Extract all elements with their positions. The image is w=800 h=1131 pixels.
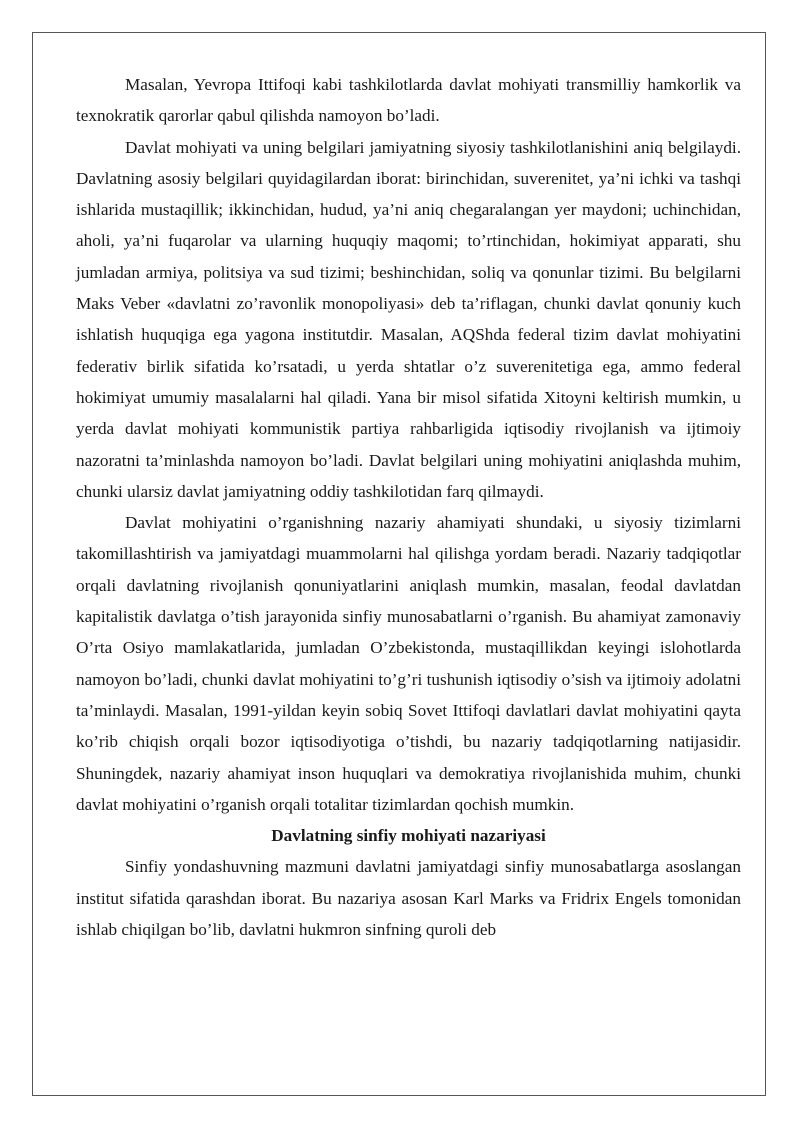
document-body	[76, 69, 741, 945]
paragraph: Sinfiy yondashuvning mazmuni davlatni jamiyatdagi sinfiy munosabatlarga asoslangan institut sifatida qarashdan iborat. Bu nazariya asosan Karl Marks va Fridrix Engels tomonidan ishlab chiqilgan bo’lib, davlatni hukmron sinfning quroli deb	[76, 857, 741, 940]
paragraph: Davlat mohiyati va uning belgilari jamiyatning siyosiy tashkilotlanishini aniq belgilaydi. Davlatning asosiy belgilari quyidagilardan iborat: birinchidan, suverenitet, ya’ni ichki va tashqi ishlarida mustaqillik; ikkinchidan, hudud, ya’ni aniq chegaralangan yer maydoni; uchinchidan, aholi, ya’ni fuqarolar va ularning huquqiy maqomi; to’rtinchidan, hokimiyat apparati, shu jumladan armiya, politsiya va sud tizimi; beshinchidan, soliq va qonunlar tizimi. Bu belgilarni Maks Veber «davlatni zo’ravonlik monopoliyasi» deb ta’riflagan, chunki davlat qonuniy kuch ishlatish huquqiga ega yagona institutdir. Masalan, AQShda federal tizim davlat mohiyatini federativ birlik sifatida ko’rsatadi, u yerda shtatlar o’z suverenitetiga ega, ammo federal hokimiyat umumiy masalalarni hal qiladi. Yana bir misol sifatida Xitoyni keltirish mumkin, u yerda davlat mohiyati kommunistik partiya rahbarligida iqtisodiy rivojlanish va ijtimoiy nazoratni ta’minlashda namoyon bo’ladi. Davlat belgilari uning mohiyatini aniqlashda muhim, chunki ularsiz davlat jamiyatning oddiy tashkilotidan farq qilmaydi.	[76, 137, 741, 501]
paragraph: Masalan, Yevropa Ittifoqi kabi tashkilotlarda davlat mohiyati transmilliy hamkorlik va texnokratik qarorlar qabul qilishda namoyon bo’ladi.	[76, 75, 741, 126]
paragraph: Davlat mohiyatini o’rganishning nazariy ahamiyati shundaki, u siyosiy tizimlarni takomillashtirish va jamiyatdagi muammolarni hal qilishga yordam beradi. Nazariy tadqiqotlar orqali davlatning rivojlanish qonuniyatlarini aniqlash mumkin, masalan, feodal davlatdan kapitalistik davlatga o’tish jarayonida sinfiy munosabatlarni o’rganish. Bu ahamiyat zamonaviy O’rta Osiyo mamlakatlarida, jumladan O’zbekistonda, mustaqillikdan keyingi islohotlarda namoyon bo’ladi, chunki davlat mohiyatini to’g’ri tushunish iqtisodiy o’sish va ijtimoiy adolatni ta’minlaydi. Masalan, 1991-yildan keyin sobiq Sovet Ittifoqi davlatlari davlat mohiyatini qayta ko’rib chiqish orqali bozor iqtisodiyotiga o’tishdi, bu nazariy tadqiqotlarning natijasidir. Shuningdek, nazariy ahamiyat inson huquqlari va demokratiya rivojlanishida muhim, chunki davlat mohiyatini o’rganish orqali totalitar tizimlardan qochish mumkin.	[76, 513, 741, 814]
section-heading: Davlatning sinfiy mohiyati nazariyasi	[271, 826, 546, 846]
